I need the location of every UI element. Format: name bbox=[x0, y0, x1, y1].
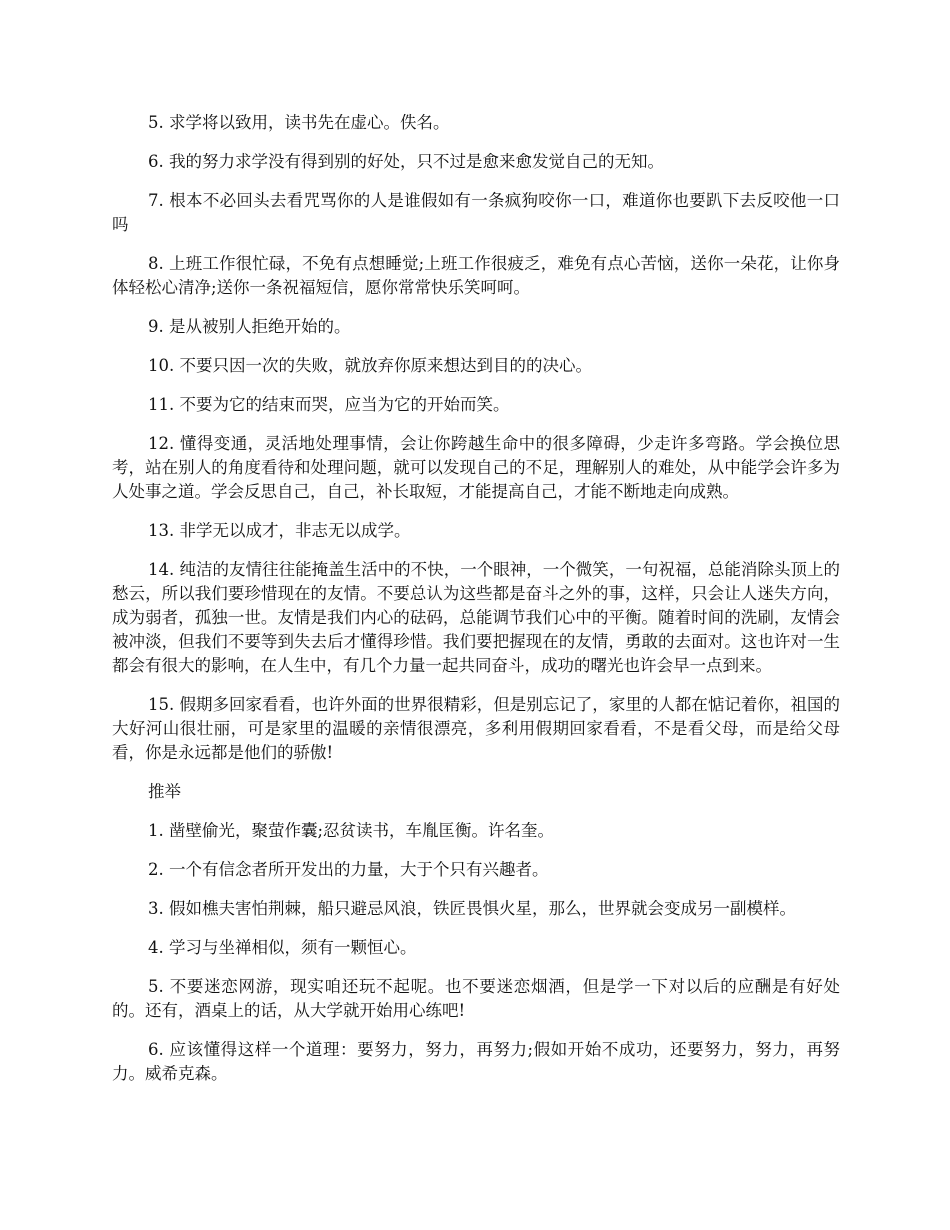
paragraph-item-13: 13. 非学无以成才，非志无以成学。 bbox=[148, 521, 411, 540]
recommend-item-6: 6. 应该懂得这样一个道理：要努力，努力，再努力;假如开始不成功，还要努力，努力，再努力。威希克森。 bbox=[112, 1040, 840, 1083]
paragraph-item-15: 15. 假期多回家看看，也许外面的世界很精彩，但是别忘记了，家里的人都在惦记着你，祖国的大好河山很壮丽，可是家里的温暖的亲情很漂亮，多利用假期回家看看，不是看父母，而是给父母看，你是永远都是他们的骄傲! bbox=[112, 695, 840, 762]
recommend-item-2: 2. 一个有信念者所开发出的力量，大于个只有兴趣者。 bbox=[148, 860, 549, 879]
paragraph-item-14: 14. 纯洁的友情往往能掩盖生活中的不快，一个眼神，一个微笑，一句祝福，总能消除头顶上的愁云，所以我们要珍惜现在的友情。不要总认为这些都是奋斗之外的事，这样，只会让人迷失方向，成为弱者，孤独一世。友情是我们内心的砝码，总能调节我们心中的平衡。随着时间的洗刷，友情会被冲淡，但我们不要等到失去后才懂得珍惜。我们要把握现在的友情，勇敢的去面对。这也许对一生都会有很大的影响，在人生中，有几个力量一起共同奋斗，成功的曙光也许会早一点到来。 bbox=[112, 560, 840, 675]
paragraph-item-11: 11. 不要为它的结束而哭，应当为它的开始而笑。 bbox=[148, 395, 510, 414]
recommend-item-3: 3. 假如樵夫害怕荆棘，船只避忌风浪，铁匠畏惧火星，那么，世界就会变成另一副模样。 bbox=[148, 899, 796, 918]
recommend-item-5: 5. 不要迷恋网游，现实咱还玩不起呢。也不要迷恋烟酒，但是学一下对以后的应酬是有好处的。还有，酒桌上的话，从大学就开始用心练吧! bbox=[112, 977, 840, 1020]
paragraph-item-10: 10. 不要只因一次的失败，就放弃你原来想达到目的的决心。 bbox=[148, 356, 592, 375]
paragraph-item-6: 6. 我的努力求学没有得到别的好处，只不过是愈来愈发觉自己的无知。 bbox=[148, 152, 664, 171]
section-heading: 推举 bbox=[148, 782, 181, 801]
recommend-item-1: 1. 凿壁偷光，聚萤作囊;忍贫读书，车胤匡衡。许名奎。 bbox=[148, 821, 555, 840]
paragraph-item-5: 5. 求学将以致用，读书先在虚心。佚名。 bbox=[148, 113, 450, 132]
paragraph-item-12: 12. 懂得变通，灵活地处理事情，会让你跨越生命中的很多障碍，少走许多弯路。学会换位思考，站在别人的角度看待和处理问题，就可以发现自己的不足，理解别人的难处，从中能学会许多为人处事之道。学会反思自己，自己，补长取短，才能提高自己，才能不断地走向成熟。 bbox=[112, 434, 840, 501]
recommend-item-4: 4. 学习与坐禅相似，须有一颗恒心。 bbox=[148, 938, 417, 957]
paragraph-item-8: 8. 上班工作很忙碌，不免有点想睡觉;上班工作很疲乏，难免有点心苦恼，送你一朵花，让你身体轻松心清净;送你一条祝福短信，愿你常常快乐笑呵呵。 bbox=[112, 254, 840, 297]
paragraph-item-7: 7. 根本不必回头去看咒骂你的人是谁假如有一条疯狗咬你一口，难道你也要趴下去反咬他一口吗 bbox=[112, 191, 840, 234]
paragraph-item-9: 9. 是从被别人拒绝开始的。 bbox=[148, 317, 351, 336]
